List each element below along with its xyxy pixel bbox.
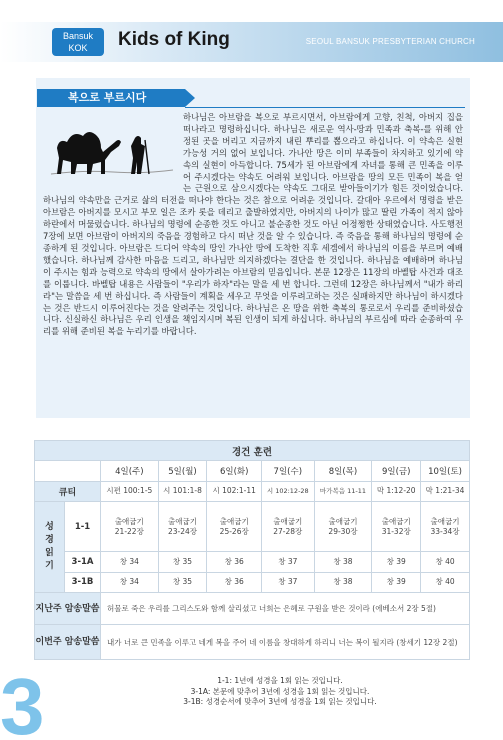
reading-cell: 출애굽기 23-24장 bbox=[158, 501, 207, 552]
reading-cell: 출애굽기 33-34장 bbox=[421, 501, 470, 552]
note-line: 3-1A: 본문에 맞추어 3년에 성경을 1회 읽는 것입니다. bbox=[190, 686, 370, 696]
camel-silhouette-icon bbox=[43, 112, 175, 192]
qt-label: 큐티 bbox=[35, 481, 101, 501]
section-rule bbox=[185, 107, 465, 108]
section-title: 복으로 부르시다 bbox=[37, 89, 185, 107]
day-header: 8일(목) bbox=[314, 461, 372, 481]
article-text-block bbox=[43, 112, 463, 338]
reading-cell: 출애굽기 31-32장 bbox=[372, 501, 421, 552]
reading-cell: 출애굽기 29-30장 bbox=[314, 501, 372, 552]
bansuk-kok-logo bbox=[52, 28, 104, 56]
reading-cell: 창 38 bbox=[314, 572, 372, 592]
camel-illustration bbox=[43, 112, 183, 192]
corner-cell bbox=[35, 461, 101, 481]
table-row bbox=[35, 501, 470, 552]
training-table bbox=[34, 440, 470, 660]
memory-this-verse: 내가 너로 큰 민족을 이루고 네게 복을 주어 네 이름을 창대하게 하리니 너는 복이 될지라 (창세기 12장 2절) bbox=[101, 625, 470, 660]
day-header: 7일(수) bbox=[262, 461, 315, 481]
memory-this-label: 이번주 암송말씀 bbox=[35, 625, 101, 660]
reading-cell: 출애굽기 21-22장 bbox=[101, 501, 159, 552]
article-body: 하나님은 아브람을 복으로 부르시면서, 아브람에게 고향, 친척, 아버지 집을 떠나라고 명령하십니다. 하나님은 새로운 역사-땅과 민족과 축복-를 위해 안정된 곳을 버리고 지금까지 내린 뿌리를 뽑으라고 하십니다. 이 약속은 실현 가능성 거의 없어 보입니다. 가나안 땅은 이미 부족들이 차지하고 있기에 약속의 실현이 아득합니다. 75세가 된 아브람에게 자녀를 통해 큰 민족을 이루어 주시겠다는 약속도 어려워 보입니다. 아브람을 땅의 모든 민족이 복을 얻는 근원으로 삼으시겠다는 약속도 그대로 받아들이기가 힘든 것이었습니다. 하나님의 약속만을 근거로 삶의 터전을 떠나야 한다는 것은 참으로 어려운 것입니다. 갈대아 우르에서 명령을 받은 아브람은 아버지를 모시고 부모 일은 조카 롯을 데리고 출발하였지만, 아버지의 나이가 많고 딸린 가족이 적지 않아 하란에서 머물렀습니다. 하나님의 명령에 순종한 것도 아니고 불순종한 것도 아닌 어정쩡한 상태였습니다. 사도행전 7장에 보면 아브람이 아버지의 죽음을 경험하고 다시 떠난 것을 알 수 있습니다. 즉 죽음을 통해 하나님의 명령에 순종하게 된 것입니다. 아브람은 드디어 약속의 땅인 가나안 땅에 도착한 직후 세겜에서 하나님의 이름을 부르며 예배했습니다. 하나님께 감사한 마음을 드리고, 하나님만 의지하겠다는 결단을 한 것입니다. 하나님을 예배하며 하나님이 주시는 힘과 능력으로 약속의 땅에서 살아가려는 아브람의 믿음입니다. 본문 12장은 11장의 바벨탑 사건과 대조를 이룹니다. 바벨탑 내용은 사람들이 "우리가 하자"라는 말을 세 번 합니다. 그런데 12장은 하나님께서 "내가 하리라"는 말씀을 세 번 하십니다. 즉 사람들이 계획을 세우고 무엇을 이루려고하는 것은 실패하지만 하나님이 하시겠다는 것은 반드시 이루어진다는 것을 알려주는 것입니다. 하나님은 온 땅을 위한 축복의 통로로서 우리를 준비하셨습니다. 신실하신 하나님은 우리 인생을 책임지시며 복된 인생이 되게 하십니다. 하나님의 부르심에 따라 순종하여 우리를 위해 준비된 복을 누리기를 바랍니다. bbox=[43, 112, 463, 337]
plan-label: 1-1 bbox=[65, 501, 101, 552]
reading-cell: 창 38 bbox=[314, 552, 372, 572]
church-name: SEOUL BANSUK PRESBYTERIAN CHURCH bbox=[305, 37, 475, 46]
reading-plan-notes bbox=[150, 676, 410, 708]
reading-cell: 창 40 bbox=[421, 572, 470, 592]
day-header: 5일(월) bbox=[158, 461, 207, 481]
table-row bbox=[35, 461, 470, 481]
reading-cell: 창 34 bbox=[101, 572, 159, 592]
table-row bbox=[35, 481, 470, 501]
bible-reading-label: 성경읽기 bbox=[35, 501, 65, 592]
reading-cell: 창 35 bbox=[158, 552, 207, 572]
reading-cell: 출애굽기 25-26장 bbox=[207, 501, 262, 552]
page-number: 3 bbox=[0, 662, 45, 740]
table-row bbox=[35, 625, 470, 660]
plan-label: 3-1A bbox=[65, 552, 101, 572]
page-title: Kids of King bbox=[118, 29, 230, 50]
day-header: 4일(주) bbox=[101, 461, 159, 481]
qt-cell: 시편 100:1-5 bbox=[101, 481, 159, 501]
reading-cell: 창 39 bbox=[372, 552, 421, 572]
memory-last-verse: 허물로 죽은 우리를 그리스도와 함께 살리셨고 너희는 은혜로 구원을 받은 것이라 (에베소서 2장 5절) bbox=[101, 593, 470, 625]
training-title: 경건 훈련 bbox=[35, 441, 470, 461]
reading-cell: 창 37 bbox=[262, 572, 315, 592]
note-line: 1-1: 1년에 성경을 1회 읽는 것입니다. bbox=[217, 676, 343, 685]
qt-cell: 마가복음 11-11 bbox=[314, 481, 372, 501]
qt-cell: 시 102:1-11 bbox=[207, 481, 262, 501]
reading-cell: 창 36 bbox=[207, 572, 262, 592]
table-row bbox=[35, 572, 470, 592]
reading-cell: 창 34 bbox=[101, 552, 159, 572]
day-header: 9일(금) bbox=[372, 461, 421, 481]
table-row bbox=[35, 552, 470, 572]
reading-cell: 출애굽기 27-28장 bbox=[262, 501, 315, 552]
reading-cell: 창 37 bbox=[262, 552, 315, 572]
day-header: 10일(토) bbox=[421, 461, 470, 481]
note-line: 3-1B: 성경순서에 맞추어 3년에 성경을 1회 읽는 것입니다. bbox=[183, 697, 377, 706]
qt-cell: 막 1:21-34 bbox=[421, 481, 470, 501]
reading-cell: 창 40 bbox=[421, 552, 470, 572]
memory-last-label: 지난주 암송말씀 bbox=[35, 593, 101, 625]
logo-line1: Bansuk bbox=[62, 31, 94, 41]
qt-cell: 시 102:12-28 bbox=[262, 481, 315, 501]
qt-cell: 막 1:12-20 bbox=[372, 481, 421, 501]
plan-label: 3-1B bbox=[65, 572, 101, 592]
reading-cell: 창 36 bbox=[207, 552, 262, 572]
reading-cell: 창 39 bbox=[372, 572, 421, 592]
qt-cell: 시 101:1-8 bbox=[158, 481, 207, 501]
day-header: 6일(화) bbox=[207, 461, 262, 481]
table-row bbox=[35, 593, 470, 625]
logo-line2: KOK bbox=[68, 43, 88, 53]
reading-cell: 창 35 bbox=[158, 572, 207, 592]
